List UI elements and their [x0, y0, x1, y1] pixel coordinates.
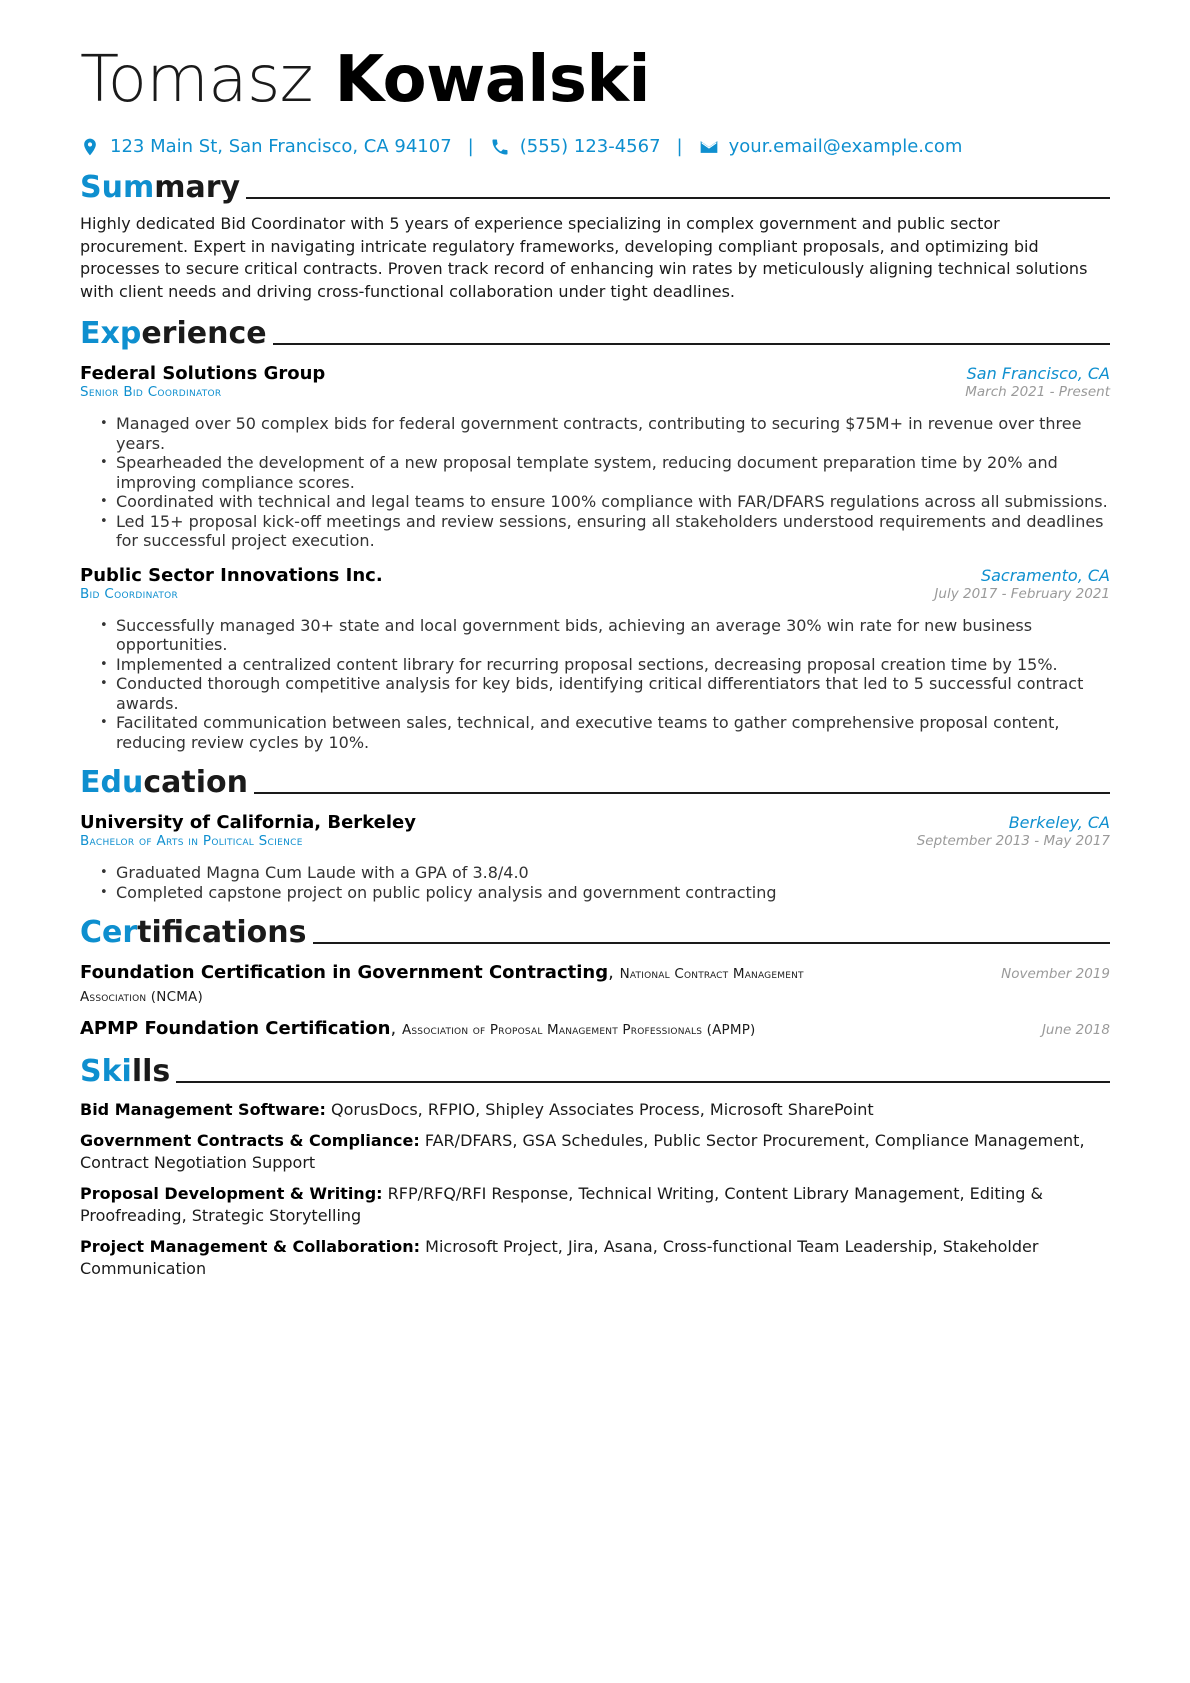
job-dates: July 2017 - February 2021 [934, 585, 1110, 602]
title-rest: erience [141, 316, 267, 351]
certification-entry: Foundation Certification in Government Contracting, National Contract Management Association (NCMA) November 2019 [80, 962, 1110, 1005]
education-entry [80, 812, 1110, 902]
experience-section-header [80, 315, 1110, 353]
title-accent: Ski [80, 1054, 132, 1089]
certification-name: APMP Foundation Certification [80, 1018, 391, 1039]
title-rest: cation [143, 765, 248, 800]
skill-row [80, 1130, 1110, 1175]
skill-list: RFP/RFQ/RFI Response, Technical Writing, Content Library Management, Editing & Proofreading, Strategic Storytelling [80, 1183, 1043, 1225]
title-accent: Edu [80, 765, 144, 800]
skill-list: Microsoft Project, Jira, Asana, Cross-functional Team Leadership, Stakeholder Communication [80, 1236, 1039, 1278]
company-name: Federal Solutions Group [80, 363, 326, 384]
address-text: 123 Main St, San Francisco, CA 94107 [110, 136, 452, 157]
contact-separator: | [467, 136, 474, 157]
contact-email[interactable] [699, 136, 963, 157]
school-name: University of California, Berkeley [80, 812, 416, 833]
list-item: • Completed capstone project on public policy analysis and government contracting [116, 883, 1110, 903]
certification-issuer: Association of Proposal Management Professionals (APMP) [401, 1022, 756, 1038]
school-location: Berkeley, CA [1008, 813, 1110, 832]
contact-separator: | [676, 136, 683, 157]
section-divider [254, 792, 1110, 794]
skill-category: Proposal Development & Writing: [80, 1183, 383, 1203]
contact-phone[interactable] [490, 136, 661, 157]
experience-title [80, 315, 267, 353]
list-item: • Implemented a centralized content library for recurring proposal sections, decreasing proposal creation time by 15%. [116, 655, 1110, 675]
degree: Bachelor of Arts in Political Science [80, 833, 303, 849]
skill-category: Bid Management Software: [80, 1100, 326, 1119]
certification-name: Foundation Certification in Government Contracting [80, 962, 609, 983]
section-divider [273, 343, 1110, 345]
job-bullets [80, 414, 1110, 551]
job-location: San Francisco, CA [966, 364, 1110, 383]
certification-date: June 2018 [1041, 1022, 1110, 1038]
summary-section-header [80, 169, 1110, 207]
experience-entry [80, 363, 1110, 551]
contact-bar [80, 136, 1110, 157]
title-accent: Cer [80, 915, 138, 950]
title-rest: lls [131, 1054, 171, 1089]
skill-list: FAR/DFARS, GSA Schedules, Public Sector Procurement, Compliance Management, Contract Negotiation Support [80, 1130, 1085, 1172]
list-item: • Spearheaded the development of a new proposal template system, reducing document preparation time by 20% and improving compliance scores. [116, 453, 1110, 492]
certification-issuer: National Contract Management Association (NCMA) [80, 966, 804, 1005]
skill-category: Government Contracts & Compliance: [80, 1130, 420, 1150]
list-item: • Conducted thorough competitive analysis for key bids, identifying critical differentiators that led to 5 successful contract awards. [116, 674, 1110, 713]
job-location: Sacramento, CA [980, 565, 1110, 585]
job-title: Senior Bid Coordinator [80, 384, 222, 400]
school-dates: September 2013 - May 2017 [916, 833, 1110, 849]
skills-section-header [80, 1053, 1110, 1091]
education-title [80, 764, 248, 802]
last-name: Kowalski [334, 43, 650, 117]
map-marker-icon [80, 137, 100, 157]
summary-text: Highly dedicated Bid Coordinator with 5 years of experience specializing in complex government and public sector procurement. Expert in navigating intricate regulatory frameworks, developing compliant proposals, and optimizing bid processes to secure critical contracts. Proven track record of enhancing win rates by meticulously aligning technical solutions with client needs and driving cross-functional collaboration under tight deadlines. [80, 214, 1088, 301]
list-item: • Led 15+ proposal kick-off meetings and review sessions, ensuring all stakeholders understood requirements and deadlines for successful project execution. [116, 512, 1110, 551]
first-name: Tomasz [80, 43, 313, 117]
skill-row [80, 1183, 1110, 1228]
job-title: Bid Coordinator [80, 585, 179, 602]
phone-text: (555) 123-4567 [519, 136, 661, 157]
list-item: • Successfully managed 30+ state and local government bids, achieving an average 30% win rate for new business opportunities. [116, 616, 1110, 655]
skill-list: QorusDocs, RFPIO, Shipley Associates Process, Microsoft SharePoint [330, 1100, 874, 1119]
title-rest: mary [154, 170, 241, 205]
company-name: Public Sector Innovations Inc. [80, 564, 383, 586]
list-item: • Managed over 50 complex bids for federal government contracts, contributing to securing $75M+ in revenue over three years. [116, 414, 1110, 453]
contact-address [80, 136, 452, 157]
list-item: • Graduated Magna Cum Laude with a GPA of 3.8/4.0 [116, 863, 1110, 883]
list-item: • Facilitated communication between sales, technical, and executive teams to gather comprehensive proposal content, reducing review cycles by 10%. [116, 713, 1110, 752]
title-rest: tifications [137, 915, 307, 950]
skills-title [80, 1053, 170, 1091]
skill-row [80, 1236, 1110, 1281]
job-bullets [80, 616, 1110, 753]
phone-icon [490, 137, 510, 157]
certifications-title [80, 914, 307, 952]
certification-entry: APMP Foundation Certification, Association of Proposal Management Professionals (APMP) June 2018 [80, 1018, 1110, 1039]
certification-date: November 2019 [1001, 966, 1110, 982]
envelope-icon [699, 137, 719, 157]
candidate-name [80, 44, 1110, 116]
education-bullets [80, 863, 1110, 902]
section-divider [246, 197, 1110, 199]
job-dates: March 2021 - Present [965, 384, 1110, 400]
summary-title [80, 169, 240, 207]
education-section-header [80, 764, 1110, 802]
email-link: your.email@example.com [728, 136, 963, 157]
experience-entry [80, 565, 1110, 753]
title-accent: Exp [80, 316, 142, 351]
section-divider [176, 1081, 1110, 1083]
list-item: • Coordinated with technical and legal teams to ensure 100% compliance with FAR/DFARS regulations across all submissions. [116, 492, 1110, 512]
certifications-section-header [80, 914, 1110, 952]
section-divider [313, 942, 1110, 944]
skill-row [80, 1099, 1110, 1122]
skill-category: Project Management & Collaboration: [80, 1236, 421, 1256]
title-accent: Sum [80, 170, 155, 205]
